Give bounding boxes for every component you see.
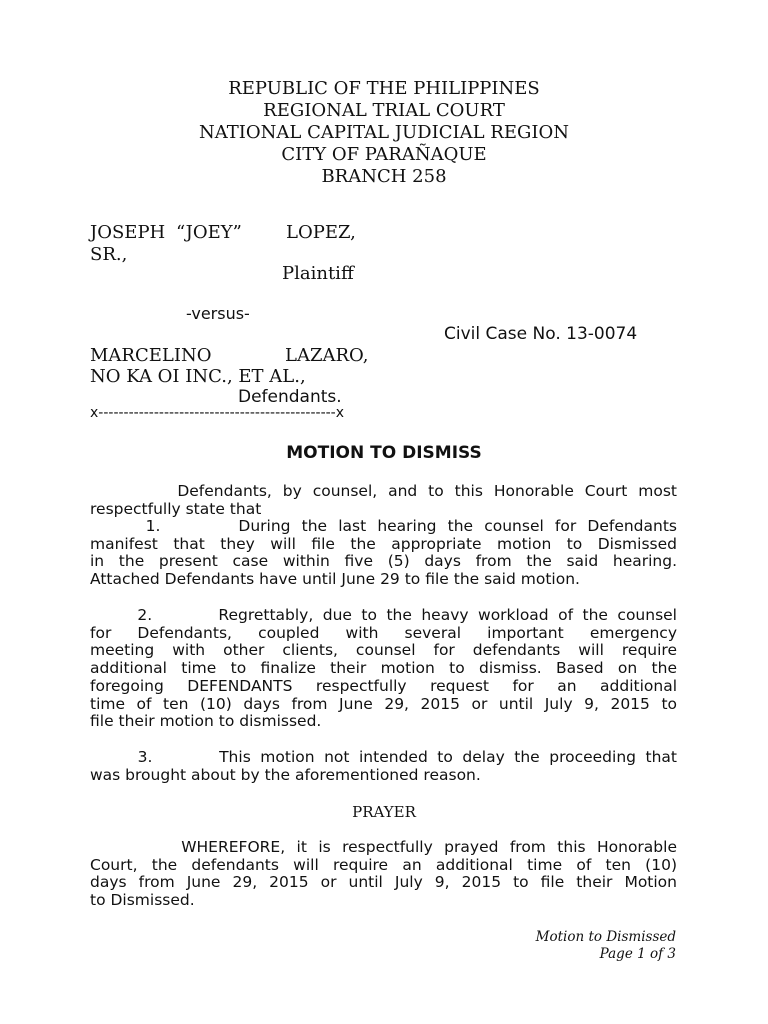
paragraph-line: manifest that they will file the appropriate motion to Dismissed <box>90 535 677 553</box>
paragraph-line: in the present case within five (5) days from the said hearing. <box>90 553 677 571</box>
plaintiff-name-part2: “JOEY” <box>176 222 242 243</box>
header-court: REGIONAL TRIAL COURT <box>263 100 505 121</box>
header-republic: REPUBLIC OF THE PHILIPPINES <box>228 78 540 99</box>
motion-title: MOTION TO DISMISS <box>286 443 482 463</box>
intro-line: Defendants, by counsel, and to this Honorable Court most <box>90 483 677 500</box>
paragraph-line: 2. Regrettably, due to the heavy workload of the counsel <box>90 607 677 624</box>
page-footer <box>536 929 676 963</box>
paragraph-line: 1. During the last hearing the counsel for Defendants <box>90 518 677 535</box>
paragraph-line: WHEREFORE, it is respectfully prayed from this Honorable <box>90 839 677 856</box>
paragraph-line: was brought about by the aforementioned reason. <box>90 766 481 784</box>
paragraph-line: time of ten (10) days from June 29, 2015 or until July 9, 2015 to <box>90 695 677 713</box>
paragraph-line: Court, the defendants will require an additional time of ten (10) <box>90 856 677 874</box>
paragraph-line: 3. This motion not intended to delay the proceeding that <box>90 749 677 766</box>
header-region: NATIONAL CAPITAL JUDICIAL REGION <box>199 122 569 143</box>
paragraph-1 <box>90 518 677 589</box>
paragraph-line: Attached Defendants have until June 29 to file the said motion. <box>90 571 580 589</box>
defendant-name-part2: LAZARO, <box>285 345 369 366</box>
case-number: Civil Case No. 13-0074 <box>444 324 638 344</box>
intro-paragraph <box>90 483 677 518</box>
plaintiff-role: Plaintiff <box>282 263 354 284</box>
header-city: CITY OF PARAÑAQUE <box>281 144 487 165</box>
paragraph-line: additional time to finalize their motion to dismiss. Based on the <box>90 660 677 678</box>
header-branch: BRANCH 258 <box>321 166 447 187</box>
paragraph-2 <box>90 607 677 731</box>
versus-label: -versus- <box>186 304 250 323</box>
paragraph-line: meeting with other clients, counsel for defendants will require <box>90 642 677 660</box>
paragraph-line: for Defendants, coupled with several important emergency <box>90 624 677 642</box>
plaintiff-name-part1: JOSEPH <box>90 222 166 243</box>
prayer-paragraph <box>90 839 677 910</box>
prayer-heading: PRAYER <box>352 803 416 821</box>
defendant-role: Defendants. <box>238 387 342 407</box>
caption-separator: x-----------------------------------------------x <box>90 405 345 421</box>
defendant-name-line2: NO KA OI INC., ET AL., <box>90 366 306 387</box>
plaintiff-name-line2: SR., <box>90 244 128 265</box>
intro-line: respectfully state that <box>90 500 262 518</box>
defendant-name-part1: MARCELINO <box>90 345 212 366</box>
paragraph-line: foregoing DEFENDANTS respectfully request for an additional <box>90 677 677 695</box>
paragraph-line: file their motion to dismissed. <box>90 713 322 731</box>
footer-doc-title: Motion to Dismissed <box>535 929 676 945</box>
paragraph-line: days from June 29, 2015 or until July 9, 2015 to file their Motion <box>90 874 677 892</box>
footer-page-number: Page 1 of 3 <box>599 946 676 962</box>
plaintiff-name-part3: LOPEZ, <box>286 222 356 243</box>
paragraph-3 <box>90 749 677 784</box>
paragraph-line: to Dismissed. <box>90 892 195 910</box>
